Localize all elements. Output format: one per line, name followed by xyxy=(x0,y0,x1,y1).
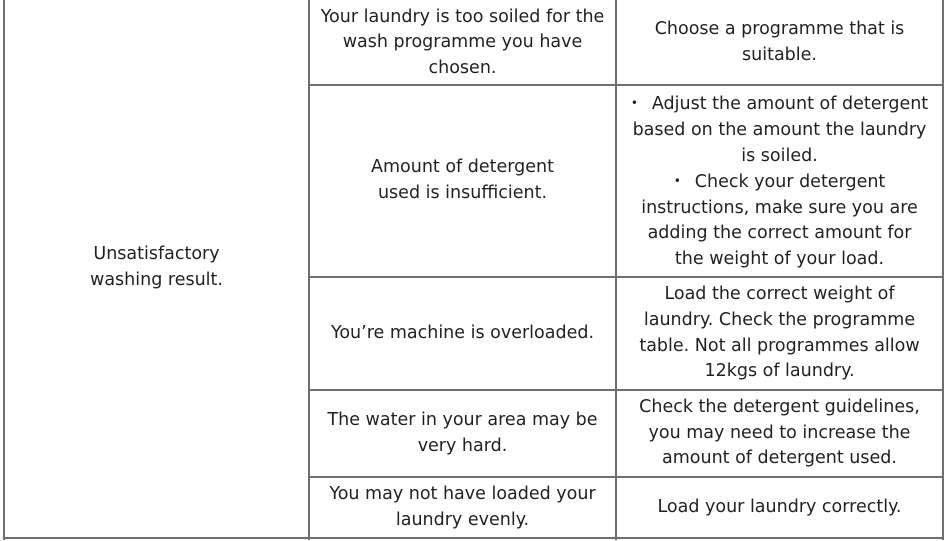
solution-bullet-text: Check your detergent instructions, make sure you are adding the correct amount for the weight of your load. xyxy=(641,172,918,269)
solution-bullet xyxy=(625,91,935,169)
solution-cell xyxy=(617,0,942,84)
solution-cell xyxy=(617,391,942,476)
cause-text: The water in your area may be very hard. xyxy=(327,409,598,456)
table-border-bottom xyxy=(3,537,944,539)
solution-cell xyxy=(617,278,942,389)
cause-text: You may not have loaded your laundry evenly. xyxy=(329,483,596,530)
cause-cell xyxy=(310,391,615,476)
cause-cell xyxy=(310,278,615,389)
cause-text: You’re machine is overloaded. xyxy=(330,322,595,343)
cause-text: Your laundry is too soiled for the wash programme you have chosen. xyxy=(320,6,605,78)
cause-text: Amount of detergent used is insufficient. xyxy=(371,157,554,203)
solution-text: Check the detergent guidelines, you may need to increase the amount of detergent used. xyxy=(639,397,920,469)
troubleshooting-table xyxy=(3,0,944,540)
solution-bullet-text: Adjust the amount of detergent based on the amount the laundry is soiled. xyxy=(632,94,929,166)
bullet-icon: • xyxy=(673,174,681,189)
cause-cell xyxy=(310,0,615,84)
solution-cell xyxy=(617,478,942,537)
solution-text: Load the correct weight of laundry. Check the programme table. Not all programmes allow 12kgs of laundry. xyxy=(639,284,920,382)
table-border-right xyxy=(942,0,944,540)
solution-cell xyxy=(617,86,942,276)
problem-text: Unsatisfactory washing result. xyxy=(90,243,223,290)
cause-cell xyxy=(310,86,615,276)
cause-cell xyxy=(310,478,615,537)
bullet-icon: • xyxy=(630,96,638,111)
problem-cell xyxy=(5,0,308,537)
solution-text: Load your laundry correctly. xyxy=(657,496,902,517)
solution-bullet xyxy=(635,169,925,272)
solution-text: Choose a programme that is suitable. xyxy=(654,19,905,65)
